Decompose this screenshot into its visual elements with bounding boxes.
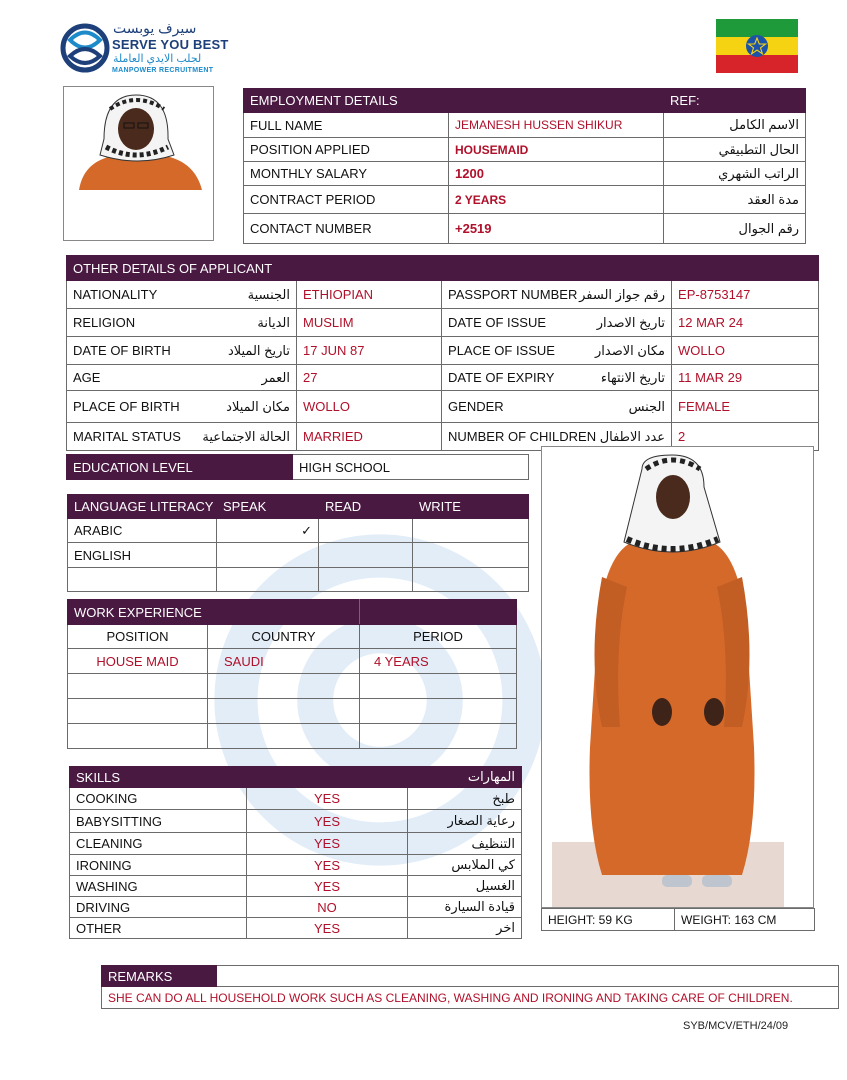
speak-header: SPEAK <box>217 495 319 519</box>
blank-write-cell <box>413 568 529 592</box>
blank-read-cell <box>319 568 413 592</box>
skill-cleaning-value: YES <box>247 833 408 855</box>
other-details-title-spacer <box>442 256 819 281</box>
nationality-label: NATIONALITY <box>67 281 197 309</box>
date-of-issue-value: 12 MAR 24 <box>672 309 819 337</box>
other-details-table <box>66 255 819 451</box>
education-table <box>66 454 529 480</box>
education-level-label: EDUCATION LEVEL <box>67 455 293 480</box>
full-name-value: JEMANESH HUSSEN SHIKUR <box>449 113 664 138</box>
education-level-value: HIGH SCHOOL <box>293 455 529 480</box>
work-blank-cell <box>208 699 360 724</box>
work-blank-cell <box>208 724 360 749</box>
place-of-birth-value: WOLLO <box>297 391 442 423</box>
write-header: WRITE <box>413 495 529 519</box>
contact-number-arabic: رقم الجوال <box>664 214 806 244</box>
period-header: PERIOD <box>360 625 517 649</box>
arabic-read-cell <box>319 519 413 543</box>
religion-value: MUSLIM <box>297 309 442 337</box>
place-of-birth-label: PLACE OF BIRTH <box>67 391 197 423</box>
applicant-full-body-photo <box>541 446 814 908</box>
marital-status-value: MARRIED <box>297 423 442 451</box>
ref-label: REF: <box>664 89 806 113</box>
skill-cooking-label: COOKING <box>70 788 247 810</box>
skill-driving-value: NO <box>247 897 408 918</box>
number-of-children-arabic: عدد الاطفال <box>567 423 672 451</box>
skill-cooking-value: YES <box>247 788 408 810</box>
language-row-blank <box>68 568 217 592</box>
place-of-issue-arabic: مكان الاصدار <box>567 337 672 365</box>
marital-status-arabic: الحالة الاجتماعية <box>197 423 297 451</box>
weight-value: WEIGHT: 163 CM <box>675 909 815 931</box>
skill-cleaning-label: CLEANING <box>70 833 247 855</box>
remarks-title: REMARKS <box>102 966 217 987</box>
document-code: SYB/MCV/ETH/24/09 <box>683 1020 789 1032</box>
employment-details-title: EMPLOYMENT DETAILS <box>244 89 664 113</box>
remarks-table <box>101 965 839 1009</box>
work-blank-cell <box>68 699 208 724</box>
blank-speak-cell <box>217 568 319 592</box>
work-blank-cell <box>68 724 208 749</box>
age-arabic: العمر <box>197 365 297 391</box>
logo-tagline: MANPOWER RECRUITMENT <box>112 67 214 74</box>
position-applied-value: HOUSEMAID <box>449 138 664 162</box>
passport-number-arabic: رقم جواز السفر <box>567 281 672 309</box>
nationality-arabic: الجنسية <box>197 281 297 309</box>
english-write-cell <box>413 543 529 568</box>
work-position-value: HOUSE MAID <box>68 649 208 674</box>
language-literacy-table <box>67 494 529 592</box>
date-of-issue-label: DATE OF ISSUE <box>442 309 567 337</box>
number-of-children-label: NUMBER OF CHILDREN <box>442 423 567 451</box>
work-experience-title-spacer <box>360 600 517 625</box>
work-experience-table <box>67 599 517 749</box>
contract-period-label: CONTRACT PERIOD <box>244 186 449 214</box>
skill-driving-arabic: قيادة السيارة <box>408 897 522 918</box>
skill-ironing-value: YES <box>247 855 408 876</box>
work-period-value: 4 YEARS <box>360 649 517 674</box>
skill-washing-label: WASHING <box>70 876 247 897</box>
logo-arabic-name: سيرف يوبست <box>113 20 197 36</box>
work-blank-cell <box>360 724 517 749</box>
work-blank-cell <box>208 674 360 699</box>
english-speak-cell <box>217 543 319 568</box>
measurements-table <box>541 908 815 931</box>
full-name-arabic: الاسم الكامل <box>664 113 806 138</box>
skill-other-arabic: اخر <box>408 918 522 939</box>
work-country-value: SAUDI <box>208 649 360 674</box>
full-name-label: FULL NAME <box>244 113 449 138</box>
gender-value: FEMALE <box>672 391 819 423</box>
number-of-children-value: 2 <box>672 423 819 451</box>
place-of-issue-label: PLACE OF ISSUE <box>442 337 567 365</box>
skills-title: SKILLS <box>70 767 408 788</box>
position-applied-label: POSITION APPLIED <box>244 138 449 162</box>
age-label: AGE <box>67 365 197 391</box>
skill-ironing-arabic: كي الملابس <box>408 855 522 876</box>
skill-washing-arabic: الغسيل <box>408 876 522 897</box>
position-header: POSITION <box>68 625 208 649</box>
skill-washing-value: YES <box>247 876 408 897</box>
passport-number-label: PASSPORT NUMBER <box>442 281 567 309</box>
date-of-birth-label: DATE OF BIRTH <box>67 337 197 365</box>
work-blank-cell <box>360 674 517 699</box>
contact-number-label: CONTACT NUMBER <box>244 214 449 244</box>
language-row-arabic: ARABIC <box>68 519 217 543</box>
date-of-expiry-label: DATE OF EXPIRY <box>442 365 567 391</box>
arabic-write-cell <box>413 519 529 543</box>
remarks-title-spacer <box>217 966 839 987</box>
contract-period-value: 2 YEARS <box>449 186 664 214</box>
skills-title-arabic: المهارات <box>408 767 522 788</box>
monthly-salary-value: 1200 <box>449 162 664 186</box>
skill-other-label: OTHER <box>70 918 247 939</box>
gender-arabic: الجنس <box>567 391 672 423</box>
other-details-title: OTHER DETAILS OF APPLICANT <box>67 256 442 281</box>
language-row-english: ENGLISH <box>68 543 217 568</box>
marital-status-label: MARITAL STATUS <box>67 423 197 451</box>
contract-period-arabic: مدة العقد <box>664 186 806 214</box>
skill-babysitting-value: YES <box>247 810 408 833</box>
work-blank-cell <box>360 699 517 724</box>
nationality-value: ETHIOPIAN <box>297 281 442 309</box>
company-logo-icon <box>60 20 110 76</box>
date-of-birth-value: 17 JUN 87 <box>297 337 442 365</box>
age-value: 27 <box>297 365 442 391</box>
employment-details-table <box>243 88 806 244</box>
country-header: COUNTRY <box>208 625 360 649</box>
date-of-birth-arabic: تاريخ الميلاد <box>197 337 297 365</box>
skill-cleaning-arabic: التنظيف <box>408 833 522 855</box>
skill-cooking-arabic: طبخ <box>408 788 522 810</box>
skills-table <box>69 766 522 939</box>
contact-number-value: +2519 <box>449 214 664 244</box>
work-blank-cell <box>68 674 208 699</box>
religion-arabic: الديانة <box>197 309 297 337</box>
height-value: HEIGHT: 59 KG <box>542 909 675 931</box>
logo-english-name: SERVE YOU BEST <box>112 37 229 52</box>
skill-babysitting-label: BABYSITTING <box>70 810 247 833</box>
place-of-issue-value: WOLLO <box>672 337 819 365</box>
applicant-portrait-photo <box>63 86 214 241</box>
read-header: READ <box>319 495 413 519</box>
skill-babysitting-arabic: رعاية الصغار <box>408 810 522 833</box>
arabic-speak-check: ✓ <box>217 519 319 543</box>
language-literacy-header: LANGUAGE LITERACY <box>68 495 217 519</box>
english-read-cell <box>319 543 413 568</box>
skill-ironing-label: IRONING <box>70 855 247 876</box>
passport-number-value: EP-8753147 <box>672 281 819 309</box>
religion-label: RELIGION <box>67 309 197 337</box>
position-applied-arabic: الحال التطبيقي <box>664 138 806 162</box>
monthly-salary-label: MONTHLY SALARY <box>244 162 449 186</box>
monthly-salary-arabic: الراتب الشهري <box>664 162 806 186</box>
date-of-expiry-value: 11 MAR 29 <box>672 365 819 391</box>
skill-other-value: YES <box>247 918 408 939</box>
work-experience-title: WORK EXPERIENCE <box>68 600 360 625</box>
ethiopia-flag-icon <box>716 19 798 73</box>
date-of-expiry-arabic: تاريخ الانتهاء <box>567 365 672 391</box>
skill-driving-label: DRIVING <box>70 897 247 918</box>
remarks-text: SHE CAN DO ALL HOUSEHOLD WORK SUCH AS CLEANING, WASHING AND IRONING AND TAKING CARE OF CHILDREN. <box>102 987 839 1009</box>
place-of-birth-arabic: مكان الميلاد <box>197 391 297 423</box>
date-of-issue-arabic: تاريخ الاصدار <box>567 309 672 337</box>
gender-label: GENDER <box>442 391 567 423</box>
logo-arabic-tagline: لجلب الايدي العاملة <box>113 53 202 65</box>
